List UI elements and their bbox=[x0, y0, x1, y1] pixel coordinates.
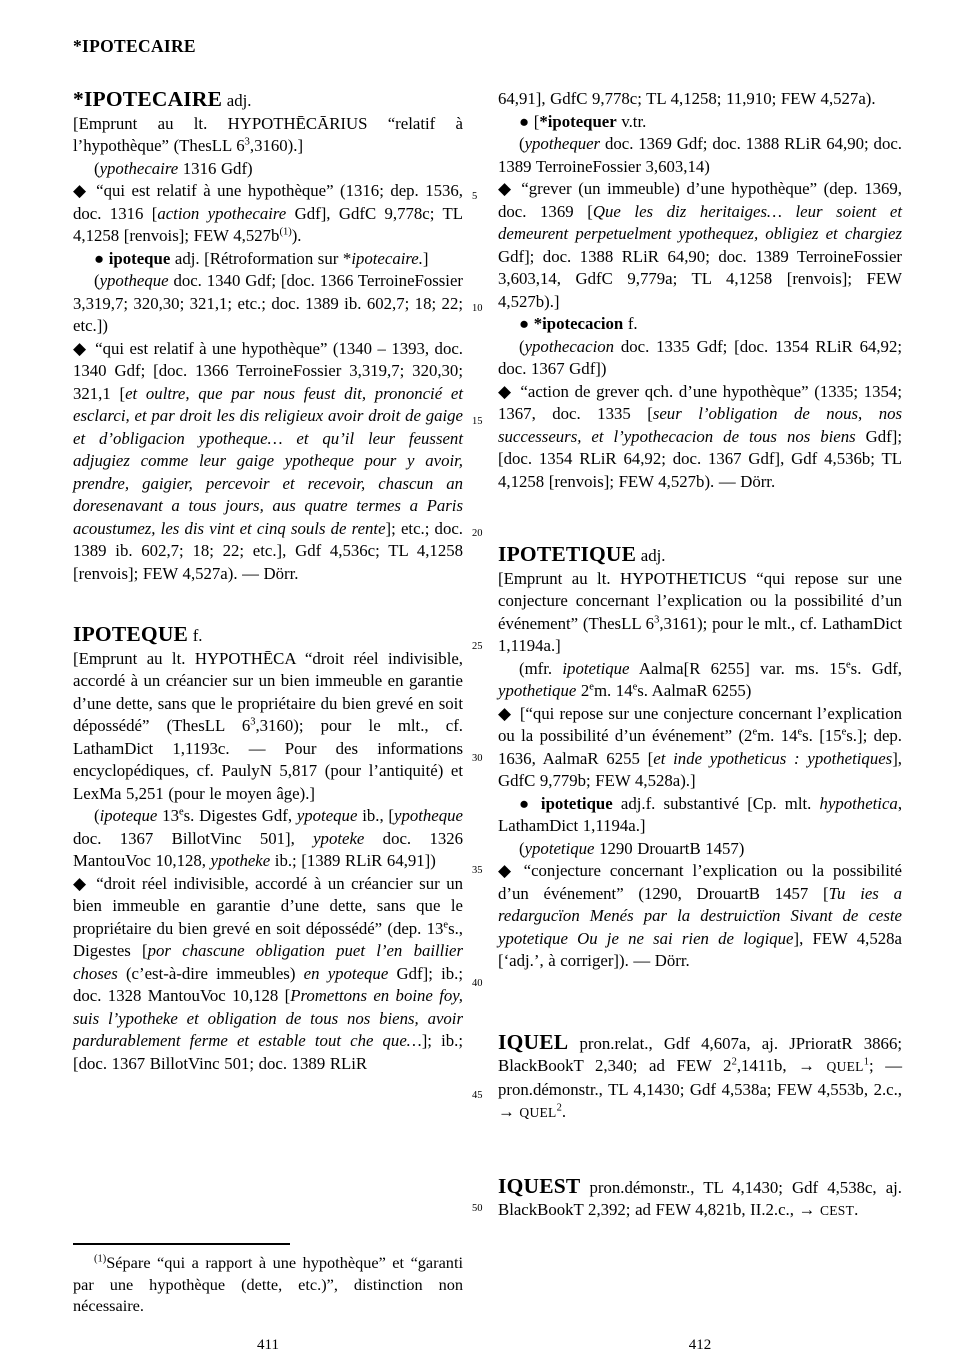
text-run: Promettons en boine foy, suis l’ypotheke et obligation de tous nos biens, avoir pardurablement ferme et estable tout che que… bbox=[73, 986, 463, 1050]
footnote-rule bbox=[73, 1243, 290, 1245]
text-run: 2 bbox=[556, 1102, 562, 1114]
text-run: hypothetica bbox=[819, 793, 898, 813]
text-run: ypotheque bbox=[99, 271, 169, 290]
text-run: ] bbox=[422, 248, 429, 268]
page-number-left: 411 bbox=[257, 1337, 279, 1353]
text-run: s. AalmaR 6255) bbox=[637, 681, 752, 700]
text-run: IPOTETIQUE bbox=[498, 542, 637, 566]
text-run: ( bbox=[519, 134, 525, 153]
line-number: 50 bbox=[472, 1202, 483, 1214]
text-run: ], FEW 4,528a [‘adj.’, à corriger]). — Dörr. bbox=[498, 928, 902, 970]
text-run: ], GdfC 9,779b; FEW 4,528a).] bbox=[498, 748, 902, 790]
text-run: ypotheque bbox=[394, 806, 463, 825]
text-run: [Emprunt au lt. HYPOTHETICUS “qui repose sur une conjecture concernant l’explication ou la possibilité d’un événement” (ThesLL 6 bbox=[498, 568, 902, 633]
text-run: adj. bbox=[636, 546, 666, 565]
text-run: ipoteque bbox=[99, 806, 158, 825]
text-run: . bbox=[854, 1200, 859, 1219]
text-run: Aalma[R 6255] var. ms. 15 bbox=[629, 658, 846, 678]
text-run: IPOTEQUE bbox=[73, 622, 189, 646]
text-run: ipotetique bbox=[562, 658, 630, 678]
text-run: s. Gdf, bbox=[850, 658, 902, 678]
text-run: ( bbox=[94, 158, 100, 178]
text-run: m. 14 bbox=[593, 681, 633, 700]
text-run: ● bbox=[519, 793, 541, 813]
text-run: action ypothecaire bbox=[157, 203, 287, 223]
text-run: ib.; [1389 RLiR 64,91]) bbox=[270, 851, 436, 870]
text-run: ipotetique bbox=[540, 793, 613, 813]
text-run: ypothecaire bbox=[99, 158, 179, 178]
text-run: doc. 1326 MantouVoc 10,128, bbox=[73, 828, 464, 870]
line-number: 30 bbox=[472, 753, 483, 764]
text-run: 1 bbox=[863, 1056, 869, 1068]
text-run: e bbox=[846, 658, 851, 670]
text-run: e bbox=[178, 806, 184, 818]
text-run: ◆ “droit réel indivisible, accordé à un créancier sur un bien immeuble en garantie d’une dette, sans que le propriétaire du bien grevé en soit dépossédé” (dep. 13 bbox=[73, 873, 463, 938]
text-run: e bbox=[632, 681, 638, 693]
text-run: doc. 1335 Gdf; [doc. 1354 RLiR 64,92; doc. 1367 Gdf]) bbox=[498, 336, 902, 378]
text-run: (1) bbox=[94, 1253, 107, 1265]
text-run: ypotetique bbox=[524, 838, 595, 858]
line-number: 15 bbox=[472, 415, 483, 427]
line-number: 45 bbox=[472, 1090, 483, 1102]
text-run: ,3160).] bbox=[249, 136, 304, 155]
text-run: Sépare “qui a rapport à une hypothèque” et “garanti par une hypothèque (dette, etc.)”, distinction non nécessaire. bbox=[73, 1253, 463, 1315]
text-run: ypoteque bbox=[296, 806, 358, 825]
text-run: ( bbox=[94, 271, 100, 290]
text-run: ● bbox=[94, 248, 109, 268]
text-run: *ipotecacion bbox=[533, 314, 624, 333]
text-run: IQUEL bbox=[498, 1029, 569, 1054]
text-run: ). bbox=[291, 226, 302, 245]
text-run: adj. [Rétroformation sur * bbox=[170, 248, 352, 268]
text-run: 3 bbox=[244, 136, 250, 148]
text-run: Gdf], GdfC 9,778c; TL 4,1258 [renvois]; FEW 4,527b bbox=[73, 203, 463, 245]
text-run: m. 14 bbox=[757, 726, 798, 745]
text-run: seur l’obligation de nous, nos successeurs, et l’ypothecacion de tous nos biens bbox=[498, 404, 903, 446]
text-run: ◆ [“qui repose sur une conjecture concernant l’explication ou la possibilité d’un événement” (2 bbox=[498, 703, 902, 745]
text-run: ]; etc.; doc. 1389 ib. 602,7; 18; 22; etc.], Gdf 4,536c; TL 4,1258 [renvois]; FEW 4,527a). — Dörr. bbox=[73, 518, 463, 583]
text-run: Gdf]; ib.; doc. 1328 MantouVoc 10,128 [ bbox=[73, 963, 464, 1005]
text-run: CEST bbox=[819, 1203, 855, 1218]
text-run: (c’est-à-dire immeubles) bbox=[125, 963, 304, 983]
text-run: en ypoteque bbox=[303, 963, 397, 983]
text-run: v.tr. bbox=[616, 111, 647, 131]
text-run: ypothequer bbox=[524, 134, 601, 153]
text-run: ipoteque bbox=[108, 248, 171, 268]
text-run: *IPOTECAIRE bbox=[73, 87, 223, 111]
text-run: ● [ bbox=[519, 111, 540, 131]
text-run: Gdf]; doc. 1388 RLiR 64,90; doc. 1389 TerroineFossier 3,603,14, GdfC 9,779a; TL 4,1258 [renvois]; FEW 4,527b).] bbox=[498, 246, 902, 311]
text-run: 13 bbox=[157, 806, 179, 825]
text-run: 3 bbox=[654, 613, 660, 625]
text-run: ]; ib.; [doc. 1367 BillotVinc 501; doc. 1389 RLiR bbox=[73, 1031, 463, 1073]
text-run: ◆ “grever (un immeuble) d’une hypothèque” (dep. 1369, doc. 1369 [ bbox=[498, 179, 902, 221]
text-run: 1316 Gdf) bbox=[178, 158, 253, 178]
text-run: f. bbox=[188, 626, 203, 645]
text-run: doc. 1367 BillotVinc 501], bbox=[73, 828, 314, 848]
text-run: e bbox=[443, 918, 449, 930]
text-run: pron.démonstr., TL 4,1430; Gdf 4,538c, aj. BlackBookT 2,392; ad FEW 4,821b, II.2.c., → bbox=[498, 1177, 902, 1219]
text-run: s., Digestes [ bbox=[73, 918, 463, 960]
text-run: ypothecacion bbox=[524, 336, 615, 356]
text-run: e bbox=[589, 681, 594, 693]
text-run: doc. 1369 Gdf; doc. 1388 RLiR 64,90; doc. 1389 TerroineFossier 3,603,14) bbox=[498, 134, 902, 176]
text-run: adj.f. substantivé [Cp. mlt. bbox=[612, 793, 820, 813]
text-run: ypothetique bbox=[498, 681, 577, 700]
text-run: ,3160); pour le mlt., cf. LathamDict 1,1193c. — Pour des informations encyclopédiques, cf. PaulyN 5,817 (pour l’antiquité) et LexMa 5,251 (pour le moyen âge).] bbox=[73, 716, 463, 803]
text-run: e bbox=[797, 726, 803, 738]
line-number: 35 bbox=[472, 865, 483, 877]
text-run: ( bbox=[519, 838, 525, 858]
text-run: Gdf]; [doc. 1354 RLiR 64,92; doc. 1367 Gdf], Gdf 4,536b; TL 4,1258 [renvois]; FEW 4,527b). — Dörr. bbox=[498, 426, 902, 491]
line-number: 20 bbox=[472, 528, 483, 540]
text-run: ◆ “conjecture concernant l’explication ou la possibilité d’un événement” (1290, DrouartB 1457 [ bbox=[498, 861, 902, 903]
text-run: ,3161); pour le mlt., cf. LathamDict 1,1194a.] bbox=[498, 613, 902, 655]
text-run: et inde ypotheticus : ypothetiques bbox=[653, 748, 893, 768]
line-number: 25 bbox=[472, 640, 483, 652]
text-run: ◆ “qui est relatif à une hypothèque” (1340 – 1393, doc. 1340 Gdf; [doc. 1366 TerroineFossier 3,319,7; 320,30; 321,1 [ bbox=[73, 338, 463, 403]
text-run: *ipotequer bbox=[539, 111, 617, 131]
text-run: (1) bbox=[279, 226, 292, 238]
text-run: ypoteke bbox=[313, 828, 365, 848]
text-run: ● bbox=[519, 314, 534, 333]
text-run: [Emprunt au lt. HYPOTHĒCA “droit réel indivisible, accordé à un créancier sur un bien immeuble en garantie d’une dette, sans que le propriétaire du bien grevé en soit dépossédé” (ThesLL 6 bbox=[73, 648, 463, 735]
running-head: *IPOTECAIRE bbox=[73, 36, 196, 56]
text-run: [Emprunt au lt. HYPOTHĒCĀRIUS “relatif à l’hypothèque” (ThesLL 6 bbox=[73, 113, 463, 155]
text-run: ◆ “qui est relatif à une hypothèque” (1316; dep. 1536, doc. 1316 [ bbox=[73, 181, 463, 223]
text-run: s.]; dep. 1636, AalmaR 6255 [ bbox=[498, 726, 903, 768]
line-number: 5 bbox=[472, 191, 478, 202]
text-run: 3 bbox=[250, 716, 256, 728]
text-run: adj. bbox=[222, 91, 252, 110]
text-run: 1290 DrouartB 1457) bbox=[594, 838, 745, 858]
line-number: 40 bbox=[472, 977, 483, 989]
text-run: ib., [ bbox=[357, 806, 395, 825]
page-number-right: 412 bbox=[688, 1337, 712, 1353]
text-run: 2 bbox=[576, 681, 590, 700]
text-run: por chascune obligation puet l’en baillier choses bbox=[73, 941, 463, 983]
text-run: doc. 1340 Gdf; [doc. 1366 TerroineFossier 3,319,7; 320,30; 321,1; etc.; doc. 1389 ib. 602,7; 18; 22; etc.]) bbox=[73, 271, 463, 335]
text-run: 2 bbox=[731, 1056, 737, 1068]
text-run: ypotheke bbox=[210, 851, 271, 870]
text-run: Tu ies a redargucïon Menés par la destruictïon Sivant de ceste ypotetique Ou je ne sai rien de logique bbox=[498, 883, 902, 948]
text-run: (mfr. bbox=[519, 658, 563, 678]
text-run: s. Digestes Gdf, bbox=[183, 806, 297, 825]
text-run: ,1411b, → bbox=[736, 1056, 827, 1075]
text-run: ◆ “action de grever qch. d’une hypothèque” (1335; 1354; 1367, doc. 1335 [ bbox=[498, 381, 902, 423]
text-run: 64,91], GdfC 9,778c; TL 4,1258; 11,910; FEW 4,527a). bbox=[498, 89, 876, 108]
text-run: pron.relat., Gdf 4,607a, aj. JPrioratR 3866; BlackBookT 2,340; ad FEW 2 bbox=[498, 1033, 902, 1075]
text-run: ipotecaire. bbox=[351, 248, 423, 268]
text-run: et oultre, que par nous feust dit, prononcié et esclarci, et par droit les dis religieux avoir droit de gaige et d’obligacion ypotheque… et qu’il leur feussent adjugiez comme leur gaige ypotheque pour y avoir, prendre, gaigier, percevoir et recevoir, chascun an doresenavant a tous jours, aus quatre termes a Paris acoustumez, les dis vint et cinq souls de rente bbox=[73, 383, 463, 538]
footnote bbox=[73, 1252, 463, 1317]
text-run: s. [15 bbox=[802, 726, 842, 745]
text-run: ( bbox=[94, 806, 100, 825]
text-run: Que les diz heritaiges… leur soient et demeurent perpetuelment ypothequez, obligiez et chargiez bbox=[498, 201, 902, 243]
text-run: QUEL bbox=[826, 1059, 864, 1074]
line-number: 10 bbox=[472, 303, 483, 315]
text-run: ; — pron.démonstr., TL 4,1430; Gdf 4,538a; FEW 4,553b, 2.c., → bbox=[498, 1056, 902, 1121]
text-run: e bbox=[841, 726, 847, 738]
text-run: , LathamDict 1,1194a.] bbox=[498, 793, 903, 835]
text-run: f. bbox=[623, 314, 638, 333]
text-run: QUEL bbox=[519, 1105, 557, 1120]
text-run: e bbox=[752, 726, 758, 738]
text-run: ( bbox=[519, 336, 525, 356]
text-run: . bbox=[561, 1102, 567, 1121]
text-run: IQUEST bbox=[498, 1173, 581, 1198]
